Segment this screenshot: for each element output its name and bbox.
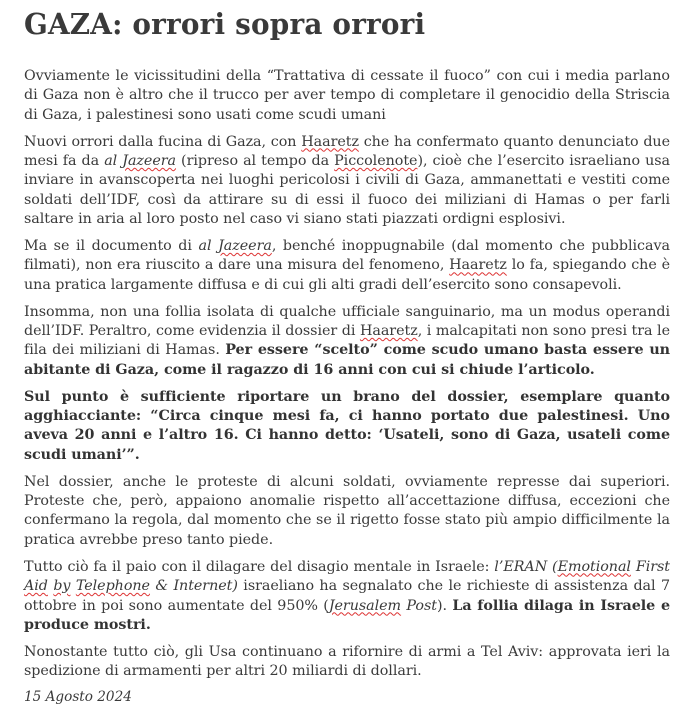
jazeera-link: Jazeera bbox=[122, 153, 176, 170]
article-title: GAZA: orrori sopra orrori bbox=[24, 7, 426, 41]
jerusalem-post-link: Jerusalem bbox=[328, 597, 402, 614]
jazeera-link: Jazeera bbox=[218, 238, 272, 255]
bold-quote: Sul punto è sufficiente riportare un brano del dossier, esemplare quanto agghiacciante: “Circa cinque mesi fa, ci hanno portato due palestinesi. Uno aveva 20 anni e l’altro 16. Ci hanno detto: ‘Usateli, sono di Gaza, usateli come scudi umani’”. bbox=[24, 388, 670, 463]
paragraph-8: Nonostante tutto ciò, gli Usa continuano a rifornire di armi a Tel Aviv: approvata ieri la spedizione di armamenti per altri 20 miliardi di dollari. bbox=[24, 643, 670, 680]
haaretz-link: Haaretz bbox=[449, 257, 507, 274]
paragraph-4: Insomma, non una follia isolata di qualche ufficiale sanguinario, ma un modus operandi dell’IDF. Peraltro, come evidenzia il dossier di Haaretz, i malcapitati non sono presi tra le fila dei miliziani di Hamas. Per essere “scelto” come scudo umano basta essere un abitante di Gaza, come il ragazzo di 16 anni con cui si chiude l’articolo. bbox=[24, 303, 671, 378]
bold-statement: Per essere “scelto” come scudo umano basta essere un abitante di Gaza, come il ragazzo di 16 anni con cui si chiude l’articolo. bbox=[24, 342, 671, 378]
article-body bbox=[24, 67, 670, 705]
paragraph-5 bbox=[24, 388, 670, 466]
publication-date: 15 Agosto 2024 bbox=[24, 688, 132, 705]
paragraph-3: Ma se il documento di al Jazeera, benché inoppugnabile (dal momento che pubblicava filmati), non era riuscito a dare una misura del fenomeno, Haaretz lo fa, spiegando che è una pratica largamente diffusa e di cui gli alti gradi dell’esercito sono consapevoli. bbox=[24, 238, 670, 293]
paragraph-2: Nuovi orrori dalla fucina di Gaza, con Haaretz che ha confermato quanto denunciato due mesi fa da al Jazeera (ripreso al tempo da Piccolenote), cioè che l’esercito israeliano usa inviare in avanscoperta nei luoghi pericolosi i civili di Gaza, ammanettati e vestiti come soldati dell’IDF, così da attirare su di essi il fuoco dei miliziani di Hamas o per farli saltare in aria al loro posto nel caso vi siano stati piazzati ordigni esplosivi. bbox=[24, 133, 670, 228]
bold-statement: La follia dilaga in Israele e produce mostri. bbox=[24, 597, 670, 633]
paragraph-1: Ovviamente le vicissitudini della “Trattativa di cessate il fuoco” con cui i media parlano di Gaza non è altro che il trucco per aver tempo di completare il genocidio della Striscia di Gaza, i palestinesi sono usati come scudi umani bbox=[24, 68, 670, 123]
paragraph-7: Tutto ciò fa il paio con il dilagare del disagio mentale in Israele: l’ERAN (Emotional First Aid by Telephone & Internet) israeliano ha segnalato che le richieste di assistenza dal 7 ottobre in poi sono aumentate del 950% (Jerusalem Post). La follia dilaga in Israele e produce mostri. bbox=[24, 558, 670, 633]
haaretz-link: Haaretz bbox=[301, 133, 359, 150]
haaretz-link: Haaretz bbox=[359, 323, 418, 340]
document-page bbox=[24, 6, 670, 705]
piccolenote-link: Piccolenote bbox=[334, 153, 418, 170]
paragraph-6: Nel dossier, anche le proteste di alcuni soldati, ovviamente represse dai superiori. Proteste che, però, appaiono anomalie rispetto all’accettazione diffusa, eccezioni che confermano la regola, dal momento che se il rigetto fosse stato più ampio difficilmente la pratica avrebbe preso tanto piede. bbox=[24, 473, 670, 548]
